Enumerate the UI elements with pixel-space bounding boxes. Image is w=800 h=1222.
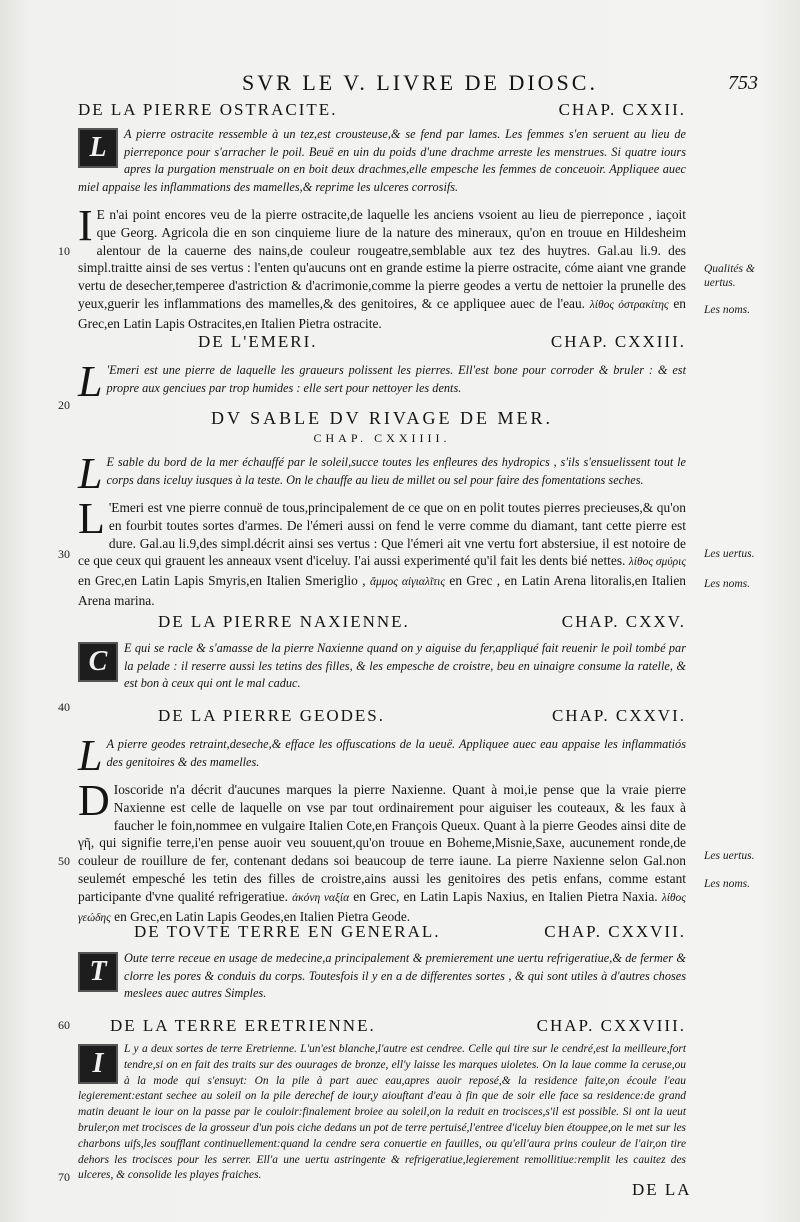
decorated-initial: T	[78, 952, 118, 992]
margin-note: Les uertus.	[704, 548, 755, 560]
chapter-number: CHAP. CXXIIII.	[313, 431, 451, 445]
margin-note: Les noms.	[704, 304, 751, 316]
section-geodes	[78, 706, 686, 927]
chapter-number: CHAP. CXXVII.	[544, 922, 686, 941]
dioscorides-text	[78, 950, 686, 1003]
line-number: 40	[58, 700, 70, 714]
line-number: 50	[58, 854, 70, 868]
large-initial: L	[78, 494, 105, 543]
italic-paragraph: 'Emeri est une pierre de laquelle les graueurs polissent les pierres. Ell'est bone pour corroder & bruler : & est propre aux genciues par trop humides : elle sert pour nettoyer les dents.	[106, 363, 686, 395]
dioscorides-text	[78, 126, 686, 196]
catchword: DE LA	[632, 1180, 692, 1199]
greek-name: ἀκόνη ναξία	[292, 891, 350, 904]
commentary-paragraph: Ioscoride n'a décrit d'aucunes marques la pierre Naxienne. Quant à moi,ie pense que la vraie pierre Naxienne est celle de laquelle on vse par tout ordinairement pour aiguiser les couteaux, & les faux à faucher le foin,nommee en vulgaire Italien Cote,en François Queux. Quant à la pierre Geodes ainsi dite de γῆ, qui signifie terre,i'en pense auoir veu souuent,qu'on trouue en Boheme,Misnie,Saxe, aucunement ronde,de couleur de rouillure de fer, contenant dedans soi beaucoup de terre iaune. La pierre Naxienne selon Gal.non seulemét empesché les tetin des filles de croistre,ains aussi les genitoires des petis enfans, comme estant participante d'vne qualité refrigeratiue.	[78, 782, 686, 904]
greek-name: ἄμμος αἰγιαλῖτις	[369, 576, 445, 589]
section-emeri	[78, 332, 686, 406]
line-number: 10	[58, 244, 70, 258]
decorated-initial: L	[78, 128, 118, 168]
italic-paragraph: L y a deux sortes de terre Eretrienne. L'un'est blanche,l'autre est cendree. Celle qui tire sur le cendré,est la meilleure,fort tendre,si on en fait des traits sur des ouurages de bronze, ell'y laisse les marques uioletes. On la laue comme la ceruse,ou à la mode qui s'ensuyt: On la pile à part auec eau,apres auoir reposé,& la residence faite,on écoule l'eau legierement:estant sechee au soleil on la pile derechef de iour,y aiouftant d'eau à fin que de soir elle face sa residence:de grand matin deuant le iour on la passe par le couloir:finalement broiee au soleil,on la reduit en trocisces,s'il est possible. Si ont la ueut bruler,on met trocisces de la grosseur d'un pois ciche dedans un pot de terre pertuisé,l'entree d'iceluy bien étouppee,on le met sur les charbons uifs,les soufflant continuellement:quand la cendre sera conuertie en fauilles, ou qu'ell'aura prins couleur de l'air,on tire dehors les trocisces pour les serrer. Ell'a une uertu astringente & refrigeratiue,legierement remollitiue:remplit les cauitez des ulceres, & consolide les playes fraiches.	[78, 1043, 686, 1182]
section-naxienne	[78, 612, 686, 693]
line-number: 60	[58, 1018, 70, 1032]
italic-paragraph: A pierre ostracite ressemble à un tez,est crousteuse,& se fend par lames. Les femmes s'en seruent au lieu de pierreponce pour s'arracher le poil. Beuë en uin du poids d'une drachme arreste les menstrues. Si quatre iours apres la purgation menstruale on en boit deux drachmes,elle empesche les femmes de conceuoir. Appliquee auec miel appaise les inflammations des mamelles,& reprime les ulceres corrosifs.	[78, 127, 686, 194]
large-initial: I	[78, 201, 93, 250]
chapter-heading	[78, 706, 686, 726]
italic-paragraph: A pierre geodes retraint,deseche,& efface les offuscations de la ueuë. Appliquee auec eau appaise les inflammatiós des genitoires & des mamelles.	[106, 737, 686, 769]
dioscorides-text	[78, 640, 686, 693]
line-number: 30	[58, 547, 70, 561]
chapter-number: CHAP. CXXVIII.	[536, 1016, 686, 1035]
chapter-heading	[78, 100, 686, 120]
margin-note: Les uertus.	[704, 850, 755, 862]
dioscorides-text	[78, 731, 686, 780]
commentary-paragraph: 'Emeri est vne pierre connuë de tous,principalement de ce que on en polit toutes pierres precieuses,& qu'on en fourbit toutes sortes d'armes. De l'émeri aussi on fend le verre comme du diamant, tant cette pierre est dure. Gal.au li.9,des simpl.décrit ainsi ses vertus : Que l'émeri ait vne vertu fort abstersiue, il est notoire de ce que ceux qui grauent les anneaux vsent d'iceluy. I'ai aussi experimenté qu'il fait les dents bié nettes.	[78, 500, 686, 569]
greek-name: λίθος γεώδης	[78, 891, 686, 924]
commentary-text	[78, 776, 686, 927]
chapter-title: DV SABLE DV RIVAGE DE MER.	[210, 408, 554, 428]
chapter-heading	[78, 922, 686, 942]
chapter-heading	[78, 332, 686, 352]
chapter-number: CHAP. CXXII.	[558, 100, 686, 119]
line-number: 20	[58, 398, 70, 412]
margin-note: Les noms.	[704, 878, 751, 890]
section-ostracite	[78, 100, 686, 333]
chapter-number: CHAP. CXXVI.	[551, 706, 686, 725]
chapter-title: DE LA PIERRE OSTRACITE.	[78, 100, 338, 119]
running-title: SVR LE V. LIVRE DE DIOSC.	[242, 70, 598, 95]
greek-name: λίθος ὀστρακίτης	[589, 298, 669, 311]
greek-name: λίθος σμύρις	[628, 556, 686, 569]
margin-note: Les noms.	[704, 578, 751, 590]
dioscorides-text	[78, 357, 686, 406]
italic-paragraph: Oute terre receue en usage de medecine,a principalement & premierement une uertu refrigeratiue,& de fermer & clorre les pores & conduis du corps. Toutesfois il y en a de differentes sortes , & qui sont utiles à d'autres choses meslees auec autres Simples.	[124, 951, 686, 1000]
line-number: 70	[58, 1170, 70, 1184]
chapter-title: DE LA PIERRE NAXIENNE.	[158, 612, 410, 631]
chapter-heading	[78, 612, 686, 632]
names-text: en Grec, en Latin Lapis Naxius, en Italien Pietra Naxia.	[353, 888, 658, 904]
commentary-text	[78, 494, 686, 610]
dioscorides-text	[78, 449, 686, 498]
names-text: en Grec,en Latin Lapis Smyris,en Italien Smeriglio ,	[78, 573, 366, 589]
section-sable	[78, 408, 686, 610]
section-terre-eretrienne	[78, 1016, 686, 1184]
chapter-number: CHAP. CXXV.	[561, 612, 686, 631]
chapter-number: CHAP. CXXIII.	[550, 332, 686, 351]
commentary-paragraph: E n'ai point encores veu de la pierre ostracite,de laquelle les anciens vsoient au lieu de pierreponce , iaçoit que Georg. Agricola die en son cinquieme liure de la nature des mineraux, qu'on en trouue en Hildesheim alentour de la cauerne des nains,de couleur rougeatre,semblable aux tez des huytres. Gal.au li.9. des simpl.traitte ainsi de ses vertus : l'enten qu'aucuns ont en grande estime la pierre ostracite, cóme aiant vne grande vertu de desecher,temperee d'astriction & d'acrimonie,comme la pierre geodes a vertu de nettoier la prunelle des yeux,guerir les inflammations des mamelles,& des genitoires, & ce appliquee auec de l'eau.	[78, 207, 686, 311]
names-text: en Grec , en Latin Arena litoralis,en Italien Arena marina.	[78, 573, 686, 608]
chapter-title: DE LA TERRE ERETRIENNE.	[110, 1016, 376, 1035]
chapter-title: DE L'EMERI.	[198, 332, 318, 351]
italic-paragraph: E qui se racle & s'amasse de la pierre Naxienne quand on y aiguise du fer,appliqué fait reuenir le poil tombé par la pelade : il reserre aussi les tetins des filles, & les empesche de croistre, beu en uinaigre consume la ratelle, & est bon à ceux qui ont le mal caduc.	[124, 641, 686, 690]
large-initial: L	[78, 357, 103, 406]
folio-number: 753	[728, 72, 758, 94]
large-initial: D	[78, 776, 110, 825]
chapter-title: DE LA PIERRE GEODES.	[158, 706, 385, 725]
names-text: en Grec,en Latin Lapis Geodes,en Italien Pietra Geode.	[114, 908, 411, 924]
section-terre-generale	[78, 922, 686, 1003]
commentary-text	[78, 201, 686, 333]
large-initial: L	[78, 731, 103, 780]
decorated-initial: C	[78, 642, 118, 682]
italic-paragraph: E sable du bord de la mer échauffé par le soleil,succe toutes les enfleures des hydropics , s'ils s'ensuelissent tout le corps dans iceluy iusques à la teste. On le chauffe au lieu de millet ou sel pour faire des fomentations seches.	[106, 455, 686, 487]
dioscorides-text	[78, 1042, 686, 1184]
names-text: en Grec,en Latin Lapis Ostracites,en Italien Pietra ostracite.	[78, 295, 686, 331]
chapter-heading	[78, 1016, 686, 1036]
decorated-initial: I	[78, 1044, 118, 1084]
chapter-title: DE TOVTE TERRE EN GENERAL.	[134, 922, 441, 941]
large-initial: L	[78, 449, 103, 498]
margin-note: Qualités & uertus.	[704, 263, 755, 289]
